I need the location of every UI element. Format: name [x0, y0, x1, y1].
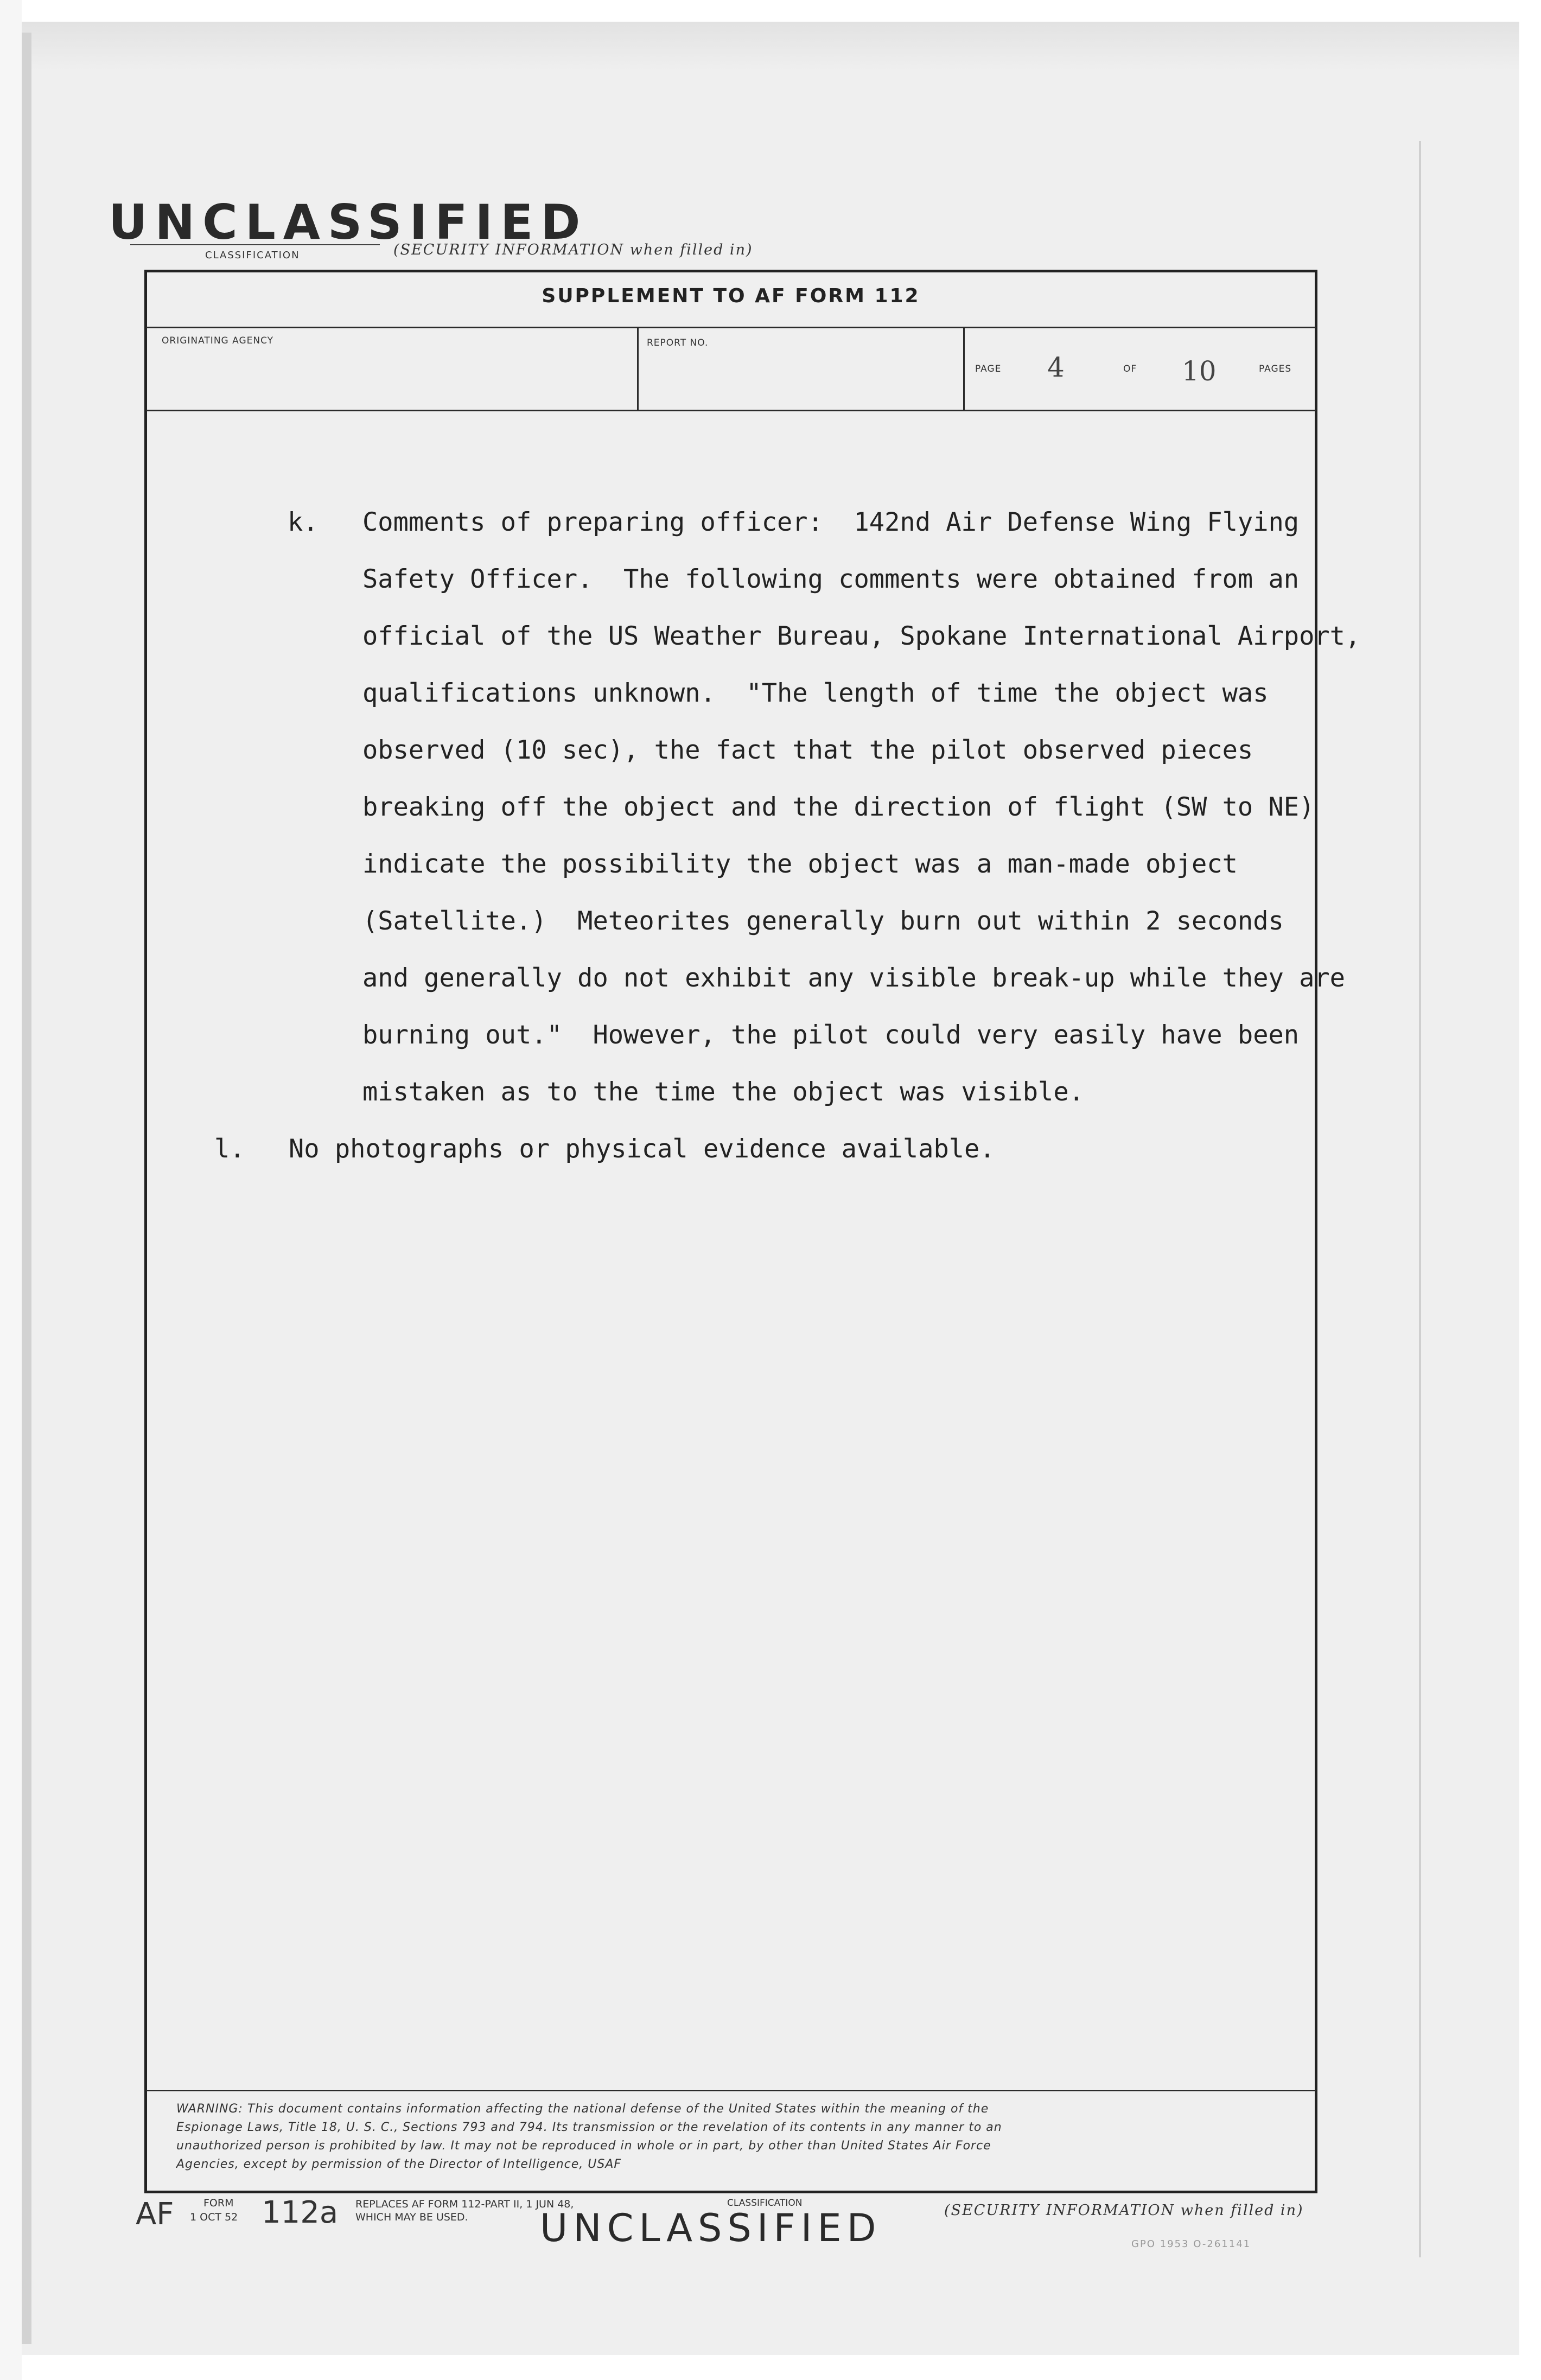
warning-rule	[146, 2090, 1316, 2091]
title-rule	[146, 327, 1316, 328]
footer-replaces-line-1: REPLACES AF FORM 112-PART II, 1 JUN 48,	[355, 2198, 574, 2210]
footer-form-number: 112a	[262, 2195, 339, 2230]
page-number: 4	[1047, 352, 1065, 383]
item-k-line-5: observed (10 sec), the fact that the pilot observed pieces	[362, 735, 1253, 765]
of-label: OF	[1123, 364, 1137, 374]
item-k-line-4: qualifications unknown. "The length of time the object was	[362, 678, 1269, 708]
header-rule	[146, 410, 1316, 411]
total-pages: 10	[1182, 355, 1217, 387]
classification-footer: UNCLASSIFIED	[540, 2206, 882, 2250]
sheet-top-shade	[22, 22, 1519, 71]
item-l-line-1: No photographs or physical evidence available.	[289, 1134, 995, 1164]
item-marker-l: l.	[214, 1134, 245, 1164]
item-k-line-6: breaking off the object and the direction of flight (SW to NE)	[362, 792, 1315, 822]
warning-line-4: Agencies, except by permission of the Director of Intelligence, USAF	[176, 2158, 622, 2171]
item-k-line-11: mistaken as to the time the object was visible.	[362, 1077, 1084, 1107]
footer-form-label: FORM	[203, 2197, 234, 2209]
item-k-line-10: burning out." However, the pilot could very easily have been	[362, 1020, 1300, 1050]
warning-line-1: WARNING: This document contains information affecting the national defense of the United States within the meaning of the	[176, 2102, 989, 2116]
item-k-line-2: Safety Officer. The following comments were obtained from an	[362, 564, 1300, 594]
item-k-line-8: (Satellite.) Meteorites generally burn out within 2 seconds	[362, 906, 1284, 936]
report-number-label: REPORT NO.	[647, 338, 709, 348]
sheet-right-rule	[1419, 141, 1421, 2257]
film-edge-strip	[22, 33, 31, 2344]
form-frame	[144, 270, 1317, 2193]
footer-classification-label: CLASSIFICATION	[727, 2198, 803, 2209]
footer-replaces-line-2: WHICH MAY BE USED.	[355, 2211, 468, 2223]
pages-label: PAGES	[1259, 364, 1292, 374]
item-k-line-3: official of the US Weather Bureau, Spokane International Airport,	[362, 621, 1361, 651]
item-k-line-1: Comments of preparing officer: 142nd Air Defense Wing Flying	[362, 507, 1300, 537]
item-k-line-7: indicate the possibility the object was a man-made object	[362, 849, 1238, 879]
item-k-line-9: and generally do not exhibit any visible break-up while they are	[362, 963, 1345, 993]
classification-rule	[130, 244, 380, 245]
cell-divider-2	[963, 328, 965, 410]
security-information-note: (SECURITY INFORMATION when filled in)	[393, 241, 753, 258]
page-left-margin	[0, 0, 22, 2380]
form-title: SUPPLEMENT TO AF FORM 112	[542, 285, 920, 307]
footer-serial: GPO 1953 O-261141	[1131, 2238, 1251, 2250]
footer-security-information-note: (SECURITY INFORMATION when filled in)	[944, 2202, 1304, 2219]
classification-label: CLASSIFICATION	[205, 250, 300, 261]
page-label: PAGE	[975, 364, 1002, 374]
warning-line-2: Espionage Laws, Title 18, U. S. C., Sections 793 and 794. Its transmission or the revelation of its contents in any manner to an	[176, 2121, 1002, 2134]
footer-af: AF	[136, 2197, 174, 2232]
originating-agency-label: ORIGINATING AGENCY	[162, 335, 274, 346]
warning-line-3: unauthorized person is prohibited by law. It may not be reproduced in whole or in part, by other than United States Air Force	[176, 2139, 991, 2153]
classification-header: UNCLASSIFIED	[109, 194, 588, 250]
item-marker-k: k.	[288, 507, 319, 537]
footer-form-date: 1 OCT 52	[190, 2211, 238, 2223]
cell-divider-1	[637, 328, 639, 410]
